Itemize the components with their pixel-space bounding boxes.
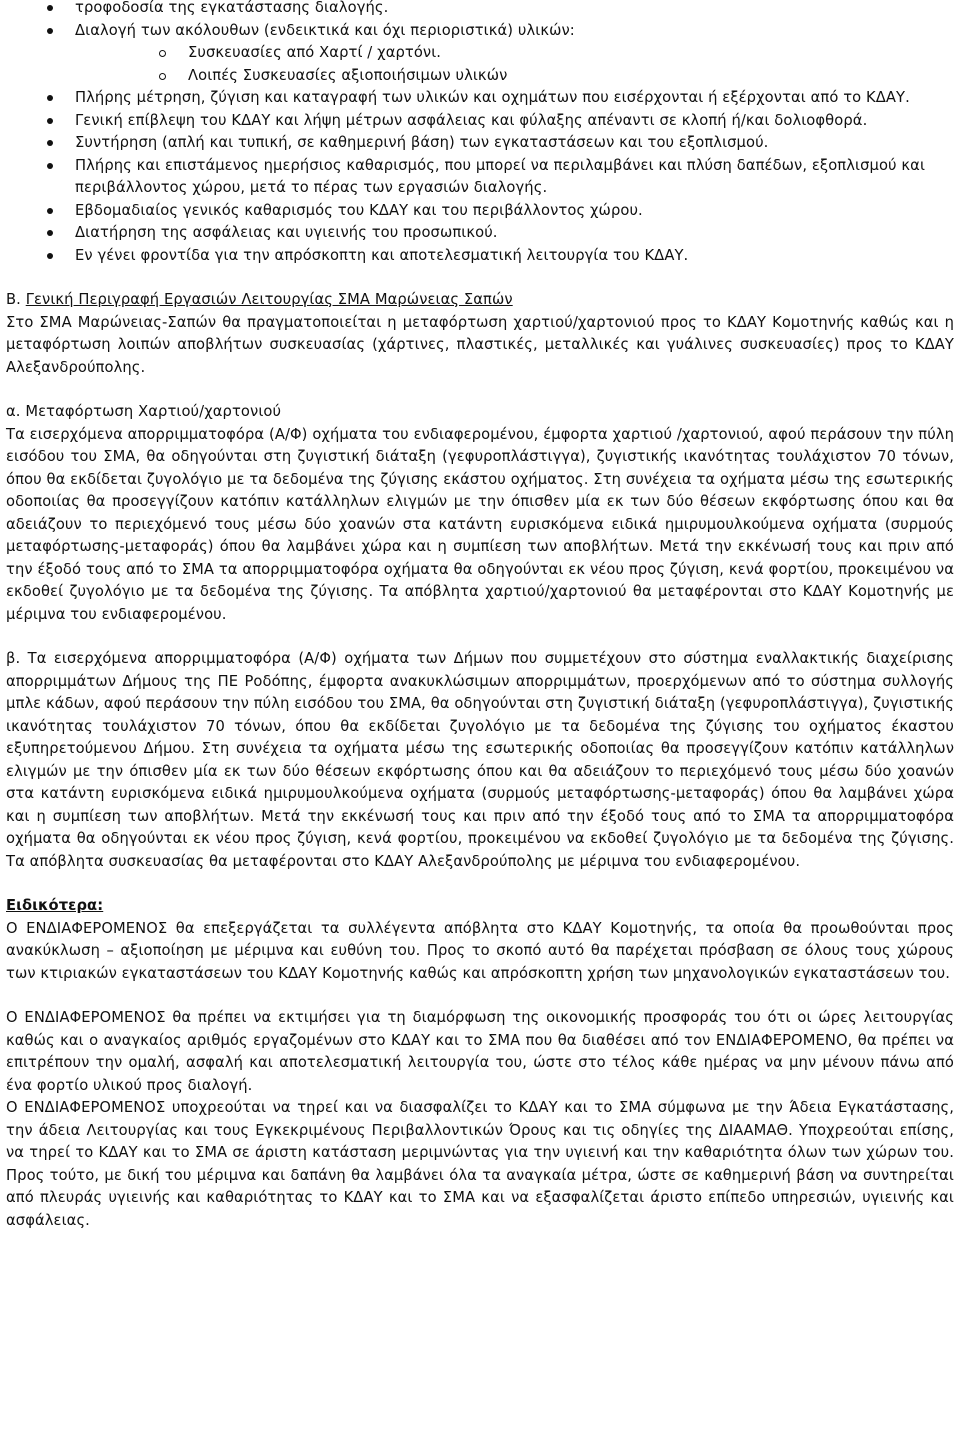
list-item: Γενική επίβλεψη του ΚΔΑΥ και λήψη μέτρων ασφάλειας και φύλαξης απέναντι σε κλοπή ή/και δολιοφθορά.: [6, 110, 954, 133]
section-alpha-body: Τα εισερχόμενα απορριμματοφόρα (Α/Φ) οχήματα του ενδιαφερομένου, έμφορτα χαρτιού /χαρτονιού, αφού περάσουν την πύλη εισόδου του ΣΜΑ, θα οδηγούνται στη ζυγιστική διάταξη (γεφυροπλάστιγγα), ζυγιστικής ικανότητας τουλάχιστον 70 τόνων, όπου θα εκδίδεται ζυγολόγιο με τα δεδομένα της ζύγισης εκάστου οχήματος. Στη συνέχεια τα οχήματα μέσω της εσωτερικής οδοποιίας θα προσεγγίζουν κατόπιν κατάλληλων ελιγμών με την όπισθεν μία εκ των δύο θέσεων εκφόρτωσης όπου και θα αδειάζουν το περιεχόμενό τους μέσω δύο χοανών στα κατάντη ευρισκόμενα ειδικά ημιρυμουλκούμενα οχήματα (συρμούς μεταφόρτωσης-μεταφοράς) όπου θα λαμβάνει χώρα και η συμπίεση των αποβλήτων. Μετά την εκκένωσή τους και πριν από την έξοδό τους από το ΣΜΑ τα απορριμματοφόρα οχήματα θα οδηγούνται εκ νέου προς ζύγιση, κενά φορτίου, προκειμένου να εκδοθεί ζυγολόγιο με τα δεδομένα της ζύγισης. Τα απόβλητα χαρτιού/χαρτονιού θα μεταφέρονται στο ΚΔΑΥ Κομοτηνής με μέριμνα του ενδιαφερομένου.: [6, 425, 954, 623]
sub-list-item: Συσκευασίες από Χαρτί / χαρτόνι.: [75, 42, 954, 65]
list-item: Πλήρης μέτρηση, ζύγιση και καταγραφή των υλικών και οχημάτων που εισέρχονται ή εξέρχονται από το ΚΔΑΥ.: [6, 87, 954, 110]
specifics-heading: Ειδικότερα:: [6, 897, 104, 914]
specifics-paragraph: Ο ΕΝΔΙΑΦΕΡΟΜΕΝΟΣ υποχρεούται να τηρεί και να διασφαλίζει το ΚΔΑΥ και το ΣΜΑ σύμφωνα με την Άδεια Εγκατάστασης, την άδεια Λειτουργίας και τους Εγκεκριμένους Περιβαλλοντικών Όρους και τις οδηγίες της ΔΙΑΑΜΑΘ. Υποχρεούται επίσης, να τηρεί το ΚΔΑΥ και το ΣΜΑ σε άριστη κατάσταση μεριμνώντας για την υγιεινή και την καθαριότητα όλων των χώρων του. Προς τούτο, με δική του μέριμνα και δαπάνη θα λαμβάνει όλα τα αναγκαία μέτρα, ώστε σε καθημερινή βάση να συντηρείται από πλευράς υγιεινής και καθαριότητας το ΚΔΑΥ και το ΣΜΑ και να εξασφαλίζεται άριστο επίπεδο υπηρεσιών, υγιεινής και ασφάλειας.: [6, 1099, 954, 1229]
specifics-paragraph: Ο ΕΝΔΙΑΦΕΡΟΜΕΝΟΣ θα επεξεργάζεται τα συλλέγεντα απόβλητα στο ΚΔΑΥ Κομοτηνής, τα οποία θα προωθούνται προς ανακύκλωση – αξιοποίηση με μέριμνα και ευθύνη του. Προς το σκοπό αυτό θα παρέχεται πρόσβαση σε όλους τους χώρους των κτιριακών εγκαταστάσεων του ΚΔΑΥ Κομοτηνής καθώς και απρόσκοπτη χρήση των μηχανολογικών εγκαταστάσεων του.: [6, 919, 954, 982]
list-item: Εβδομαδιαίος γενικός καθαρισμός του ΚΔΑΥ και του περιβάλλοντος χώρου.: [6, 200, 954, 223]
list-item: Διατήρηση της ασφάλειας και υγιεινής του προσωπικού.: [6, 222, 954, 245]
section-b-heading: Β. Γενική Περιγραφή Εργασιών Λειτουργίας ΣΜΑ Μαρώνειας Σαπών: [6, 291, 513, 308]
section-beta-body: β. Τα εισερχόμενα απορριμματοφόρα (Α/Φ) οχήματα των Δήμων που συμμετέχουν στο σύστημα εναλλακτικής διαχείρισης απορριμμάτων Δήμους της ΠΕ Ροδόπης, έμφορτα ανακυκλώσιμων απορριμμάτων, προερχόμενων από το σύστημα συλλογής μπλε κάδων, αφού περάσουν την πύλη εισόδου του ΣΜΑ, θα οδηγούνται στη ζυγιστική διάταξη (γεφυροπλάστιγγα), ζυγιστικής ικανότητας τουλάχιστον 70 τόνων, όπου θα εκδίδεται ζυγολόγιο με τα δεδομένα της ζύγισης του οχήματος έκαστου εξυπηρετούμενου Δήμου. Στη συνέχεια τα οχήματα μέσω της εσωτερικής οδοποιίας θα προσεγγίζουν κατόπιν κατάλληλων ελιγμών με την όπισθεν μία εκ των δύο θέσεων εκφόρτωσης όπου και θα αδειάζουν το περιεχόμενό τους μέσω δύο χοανών στα κατάντη ευρισκόμενα ειδικά ημιρυμουλκούμενα οχήματα (συρμούς μεταφόρτωσης-μεταφοράς) όπου θα λαμβάνει χώρα και η συμπίεση των αποβλήτων. Μετά την εκκένωσή τους και πριν από την έξοδό τους από το ΣΜΑ τα απορριμματοφόρα οχήματα θα οδηγούνται εκ νέου προς ζύγιση, κενά φορτίου, προκειμένου να εκδοθεί ζυγολόγιο με τα δεδομένα της ζύγισης. Τα απόβλητα συσκευασίας θα μεταφέρονται στο ΚΔΑΥ Αλεξανδρούπολης με μέριμνα του ενδιαφερομένου.: [6, 650, 954, 870]
list-item: τροφοδοσία της εγκατάστασης διαλογής.: [6, 0, 954, 20]
list-item: Διαλογή των ακόλουθων (ενδεικτικά και όχι περιοριστικά) υλικών: Συσκευασίες από Χαρτί / χαρτόνι. Λοιπές Συσκευασίες αξιοποιήσιμων υλικών: [6, 20, 954, 88]
specifics-paragraph: Ο ΕΝΔΙΑΦΕΡΟΜΕΝΟΣ θα πρέπει να εκτιμήσει για τη διαμόρφωση της οικονομικής προσφοράς του ότι οι ώρες λειτουργίας καθώς και ο αναγκαίος αριθμός εργαζομένων στο ΚΔΑΥ και το ΣΜΑ που θα διαθέσει από τον ΕΝΔΙΑΦΕΡΟΜΕΝΟ, θα πρέπει να επιτρέπουν την ομαλή, ασφαλή και αποτελεσματική λειτουργία του, ώστε στο τέλος κάθε ημέρας να μην μένουν πάνω από ένα φορτίο υλικού προς διαλογή.: [6, 1009, 954, 1094]
sub-list-item: Λοιπές Συσκευασίες αξιοποιήσιμων υλικών: [75, 65, 954, 88]
list-item: Πλήρης και επιστάμενος ημερήσιος καθαρισμός, που μπορεί να περιλαμβάνει και πλύση δαπέδων, εξοπλισμού και περιβάλλοντος χώρου, μετά το πέρας των εργασιών διαλογής.: [6, 155, 954, 200]
list-item: Εν γένει φροντίδα για την απρόσκοπτη και αποτελεσματική λειτουργία του ΚΔΑΥ.: [6, 245, 954, 268]
section-b-body: Στο ΣΜΑ Μαρώνειας-Σαπών θα πραγματοποιείται η μεταφόρτωση χαρτιού/χαρτονιού προς το ΚΔΑΥ Κομοτηνής καθώς και η μεταφόρτωση λοιπών αποβλήτων συσκευασίας (χάρτινες, πλαστικές, μεταλλικές και γυάλινες συσκευασίες) προς το ΚΔΑΥ Αλεξανδρούπολης.: [6, 313, 954, 376]
list-item: Συντήρηση (απλή και τυπική, σε καθημερινή βάση) των εγκαταστάσεων και του εξοπλισμού.: [6, 132, 954, 155]
materials-sublist: [75, 42, 954, 87]
duties-list: [6, 0, 954, 267]
section-alpha-heading: α. Μεταφόρτωση Χαρτιού/χαρτονιού: [6, 403, 282, 420]
